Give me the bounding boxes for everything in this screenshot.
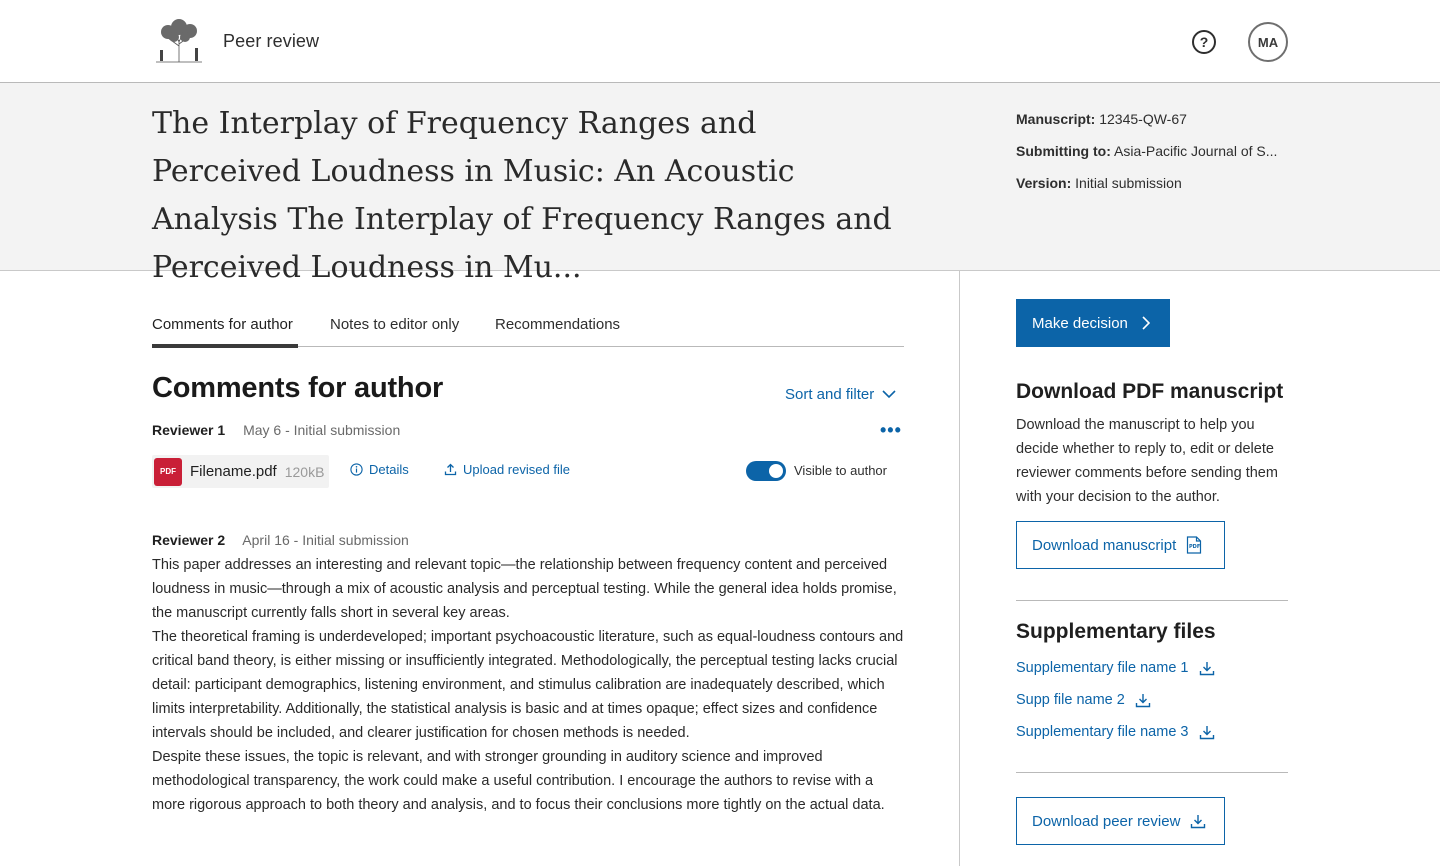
upload-label: Upload revised file xyxy=(463,462,570,477)
upload-revised-file-link[interactable] xyxy=(444,462,570,477)
tab-recommendations[interactable]: Recommendations xyxy=(495,316,621,333)
upload-icon xyxy=(444,463,457,476)
version-row xyxy=(1016,172,1288,204)
download-pdf-description: Download the manuscript to help you decide whether to reply to, edit or delete reviewer comments before sending them with your decision to the author. xyxy=(1016,417,1278,505)
make-decision-label: Make decision xyxy=(1032,314,1128,332)
reviewer-1-name: Reviewer 1 xyxy=(152,422,226,438)
download-icon xyxy=(1199,725,1215,740)
supplementary-file-link[interactable] xyxy=(1016,660,1215,676)
reviewer-1-header xyxy=(152,422,400,438)
column-divider xyxy=(959,271,960,866)
download-icon xyxy=(1135,693,1151,708)
file-size: 120kB xyxy=(284,463,325,480)
reviewer-2-name: Reviewer 2 xyxy=(152,532,226,548)
visible-to-author-toggle[interactable] xyxy=(746,461,786,481)
version-value: Initial submission xyxy=(1075,175,1182,191)
journal-row xyxy=(1016,140,1288,172)
sort-filter-button[interactable] xyxy=(785,386,896,403)
download-pdf-heading: Download PDF manuscript xyxy=(1016,380,1284,403)
app-name: Peer review xyxy=(223,31,320,51)
tab-comments-for-author[interactable]: Comments for author xyxy=(152,316,293,333)
question-circle-icon: ? xyxy=(1199,34,1209,50)
journal-label: Submitting to: xyxy=(1016,143,1111,159)
pdf-document-icon xyxy=(1186,536,1202,554)
manuscript-id-value: 12345-QW-67 xyxy=(1099,111,1187,127)
make-decision-button[interactable] xyxy=(1016,299,1170,347)
supplementary-file-name: Supplementary file name 1 xyxy=(1016,660,1189,676)
sidebar-divider xyxy=(1016,600,1288,601)
help-button[interactable] xyxy=(1192,30,1216,54)
publisher-logo[interactable] xyxy=(152,16,206,64)
info-icon xyxy=(350,463,363,476)
svg-text:PDF: PDF xyxy=(1189,544,1201,550)
reviewer-2-comment xyxy=(152,553,906,817)
reviewer-2-header xyxy=(152,532,409,548)
download-peer-review-button[interactable] xyxy=(1016,797,1225,845)
manuscript-id-row xyxy=(1016,108,1288,140)
details-label: Details xyxy=(369,462,409,477)
reviewer-1-date: May 6 - Initial submission xyxy=(243,422,401,438)
supplementary-files-heading: Supplementary files xyxy=(1016,620,1216,643)
download-icon xyxy=(1190,814,1206,829)
visible-to-author-label: Visible to author xyxy=(794,463,887,478)
top-bar xyxy=(0,0,1440,83)
download-manuscript-button[interactable] xyxy=(1016,521,1225,569)
supplementary-file-name: Supplementary file name 3 xyxy=(1016,724,1189,740)
supplementary-file-link[interactable] xyxy=(1016,692,1151,708)
download-icon xyxy=(1199,661,1215,676)
more-options-button[interactable]: ••• xyxy=(880,420,902,440)
manuscript-id-label: Manuscript: xyxy=(1016,111,1096,127)
supplementary-file-link[interactable] xyxy=(1016,724,1215,740)
download-peer-review-label: Download peer review xyxy=(1032,812,1181,830)
chevron-down-icon xyxy=(882,390,896,399)
version-label: Version: xyxy=(1016,175,1072,191)
manuscript-title: The Interplay of Frequency Ranges and Perceived Loudness in Music: An Acoustic Analysis The Interplay of Frequency Ranges and Perceived Loudness in Mu... xyxy=(152,106,892,285)
pdf-file-icon: PDF xyxy=(154,458,182,486)
manuscript-meta xyxy=(1016,108,1288,204)
attached-file[interactable] xyxy=(152,455,329,488)
toggle-knob xyxy=(769,464,783,478)
comment-paragraph: The theoretical framing is underdeveloped; important psychoacoustic literature, such as equal-loudness contours and critical band theory, is either missing or insufficiently integrated. Methodologically, the perceptual testing lacks crucial detail: participant demographics, listening environment, and stimulus calibration are inadequately described, which limits interpretability. Additionally, the statistical analysis is basic and at times opaque; effect sizes and confidence intervals should be included, and clearer justification for chosen methods is needed. xyxy=(152,629,904,741)
sidebar-divider xyxy=(1016,772,1288,773)
download-manuscript-label: Download manuscript xyxy=(1032,536,1177,554)
user-avatar[interactable]: MA xyxy=(1248,22,1288,62)
journal-value: Asia-Pacific Journal of S... xyxy=(1114,143,1278,159)
tab-bar xyxy=(152,304,904,347)
comment-paragraph: This paper addresses an interesting and relevant topic—the relationship between frequency content and perceived loudness in music—through a mix of acoustic analysis and perceptual testing. While the general idea holds promise, the manuscript currently falls short in several key areas. xyxy=(152,557,897,621)
active-tab-indicator xyxy=(152,344,298,348)
comments-heading: Comments for author xyxy=(152,372,444,404)
file-name: Filename.pdf xyxy=(190,463,277,480)
details-link[interactable] xyxy=(350,462,409,477)
sort-filter-label: Sort and filter xyxy=(785,386,875,403)
tab-notes-to-editor[interactable]: Notes to editor only xyxy=(330,316,460,333)
comment-paragraph: Despite these issues, the topic is relevant, and with stronger grounding in auditory science and improved methodological transparency, the work could make a useful contribution. I encourage the authors to revise with a more rigorous approach to both theory and analysis, and to focus their conclusions more tightly on the actual data. xyxy=(152,749,885,813)
chevron-right-icon xyxy=(1142,316,1150,330)
reviewer-2-date: April 16 - Initial submission xyxy=(242,532,409,548)
supplementary-file-name: Supp file name 2 xyxy=(1016,692,1125,708)
